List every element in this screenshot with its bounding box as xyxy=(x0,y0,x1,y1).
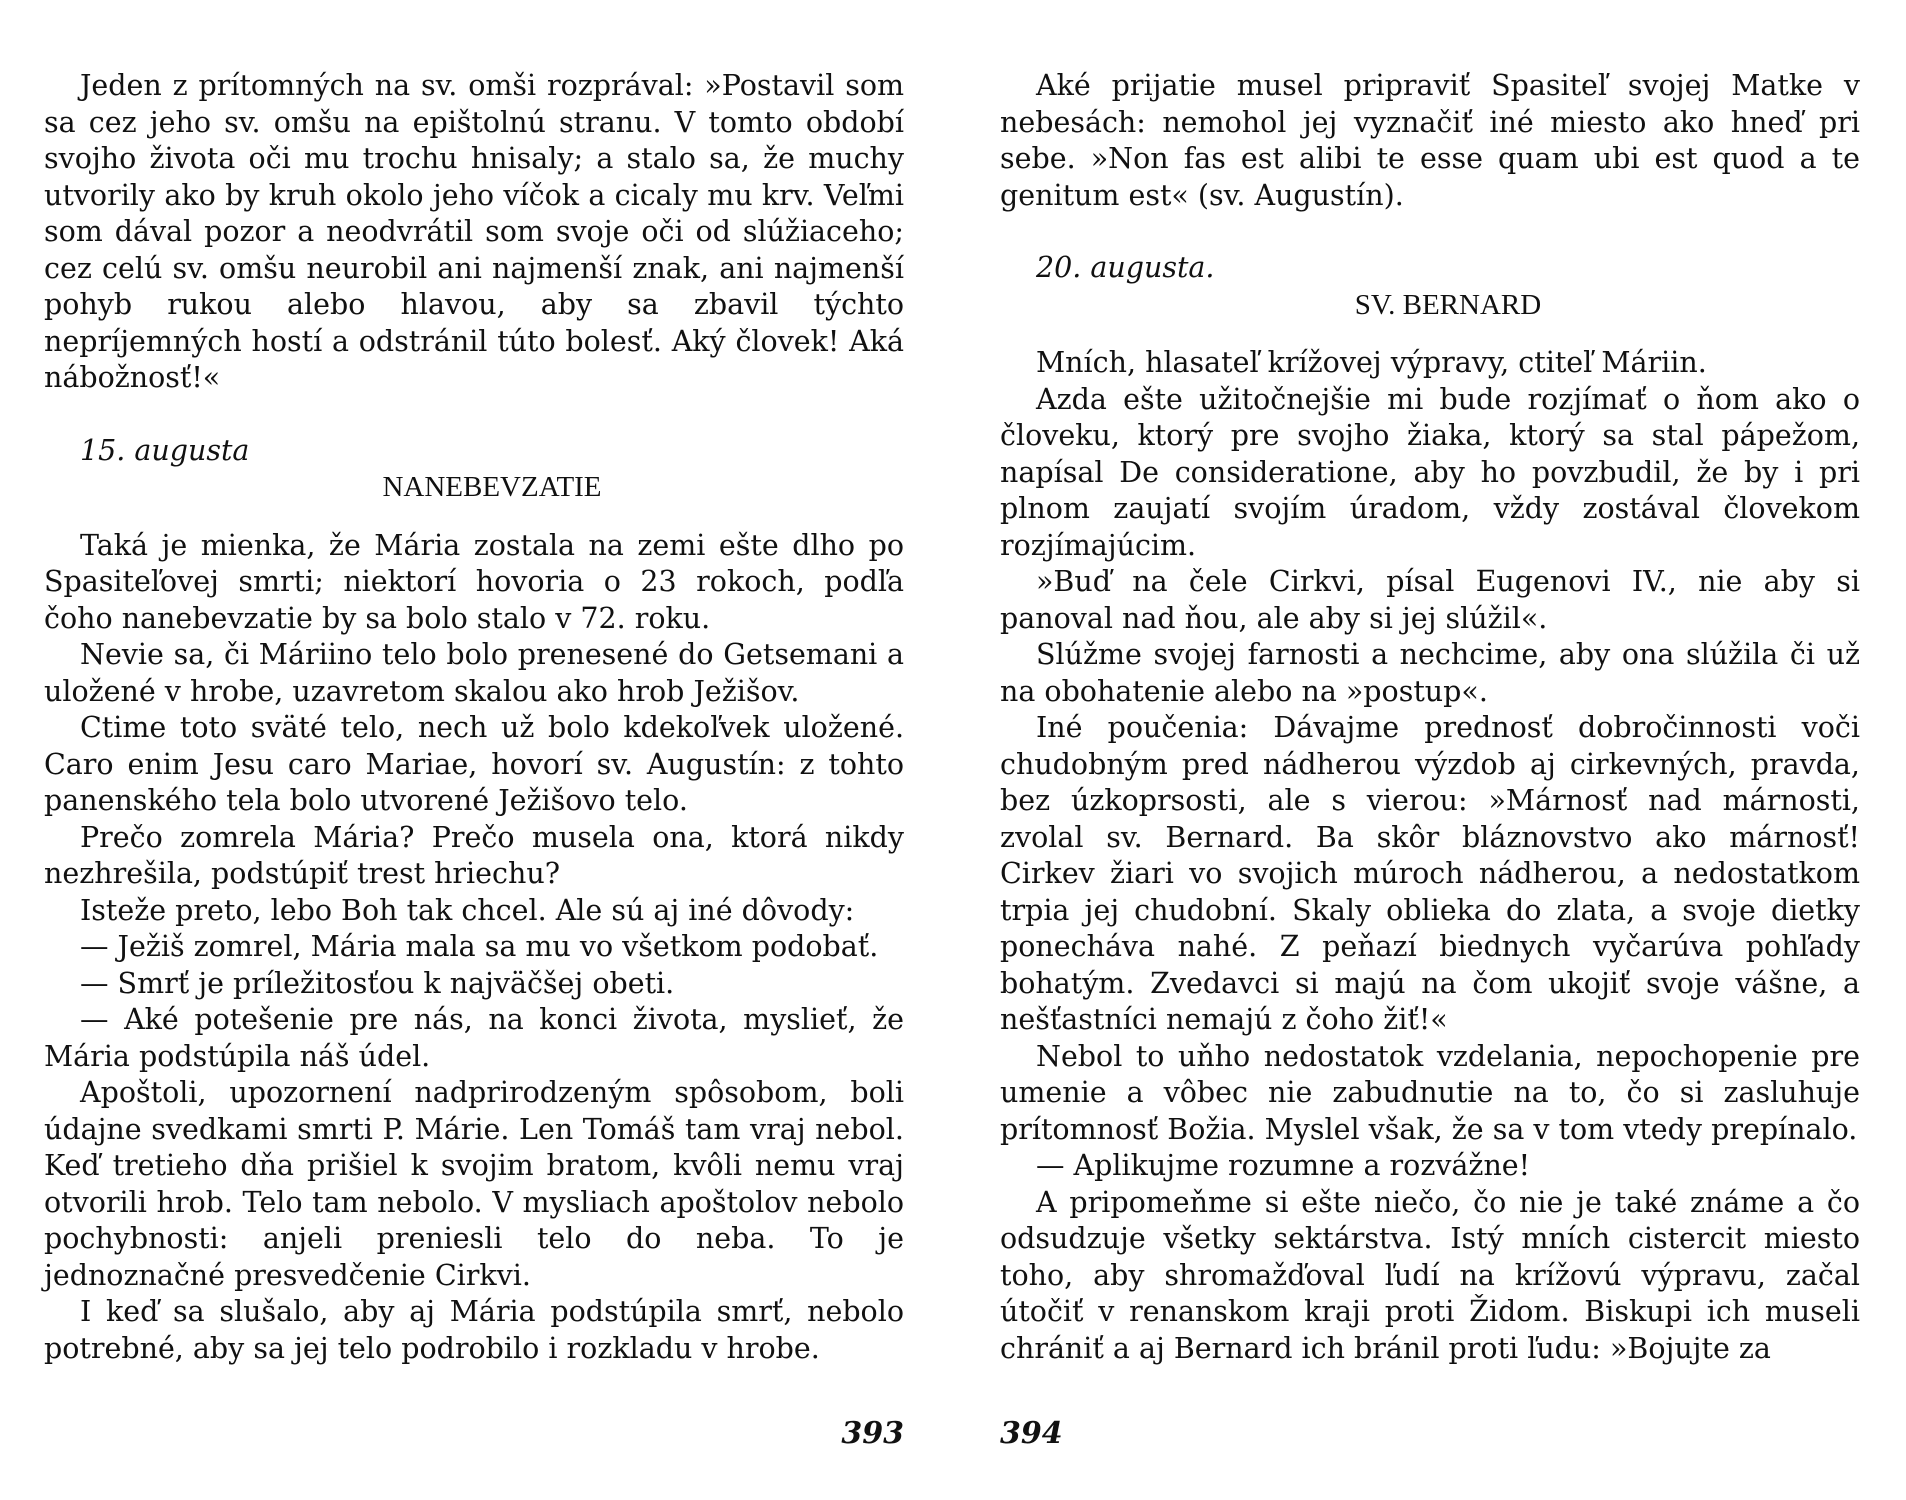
paragraph: — Smrť je príležitosťou k najväčšej obeti. xyxy=(80,966,675,1000)
section-heading: SV. BERNARD xyxy=(1354,288,1542,321)
paragraph: Jeden z prítomných na sv. omši rozprával: »Postavil som sa cez jeho sv. omšu na epištolnú stranu. V tomto období svojho života oči mu trochu hnisaly; a stalo sa, že muchy utvorily ako by kruh okolo jeho víčok a cicaly mu krv. Veľmi som dával pozor a neodvrátil som svoje oči od slúžiaceho; cez celú sv. omšu neurobil ani najmenší znak, ani najmenší pohyb rukou alebo hlavou, aby sa zbavil týchto nepríjemných hostí a odstránil túto bolesť. Aký človek! Aká nábožnosť!« xyxy=(44,69,904,394)
section-date: 15. augusta xyxy=(80,433,250,467)
right-page xyxy=(1000,0,1860,1500)
paragraph: Prečo zomrela Mária? Prečo musela ona, ktorá nikdy nezhrešila, podstúpiť trest hriechu? xyxy=(44,820,904,890)
paragraph: I keď sa slušalo, aby aj Mária podstúpila smrť, nebolo potrebné, aby sa jej telo podrobilo i rozkladu v hrobe. xyxy=(44,1295,904,1365)
left-page-text xyxy=(44,68,904,1367)
paragraph: Ctime toto sväté telo, nech už bolo kdekoľvek uložené. Caro enim Jesu caro Mariae, hovorí sv. Augustín: z tohto panenského tela bolo utvorené Ježišovo telo. xyxy=(44,711,904,817)
paragraph: Slúžme svojej farnosti a nechcime, aby ona slúžila či už na obohatenie alebo na »postup«. xyxy=(1000,638,1860,708)
paragraph: Aké prijatie musel pripraviť Spasiteľ svojej Matke v nebesách: nemohol jej vyznačiť iné miesto ako hneď pri sebe. »Non fas est alibi te esse quam ubi est quod a te genitum est« (sv. Augustín). xyxy=(1000,69,1860,212)
right-page-text xyxy=(1000,68,1860,1367)
paragraph: Iné poučenia: Dávajme prednosť dobročinnosti voči chudobným pred nádherou výzdob aj cirkevných, pravda, bez úzkoprsosti, ale s vierou: »Márnosť nad márnosti, zvolal sv. Bernard. Ba skôr bláznovstvo ako márnosť! Cirkev žiari vo svojich múroch nádherou, a nedostatkom trpia jej chudobní. Skaly oblieka do zlata, a svoje dietky ponecháva nahé. Z peňazí biednych vyčarúva pohľady bohatým. Zvedavci si majú na čom ukojiť svoje vášne, a nešťastníci nemajú z čoho žiť!« xyxy=(1000,711,1860,1036)
page-number: 394 xyxy=(1000,1416,1063,1451)
page-number: 393 xyxy=(841,1416,904,1451)
paragraph: Apoštoli, upozornení nadprirodzeným spôsobom, boli údajne svedkami smrti P. Márie. Len Tomáš tam vraj nebol. Keď tretieho dňa prišiel k svojim bratom, kvôli nemu vraj otvorili hrob. Telo tam nebolo. V mysliach apoštolov nebolo pochybnosti: anjeli preniesli telo do neba. To je jednoznačné presvedčenie Cirkvi. xyxy=(44,1076,904,1292)
paragraph: A pripomeňme si ešte niečo, čo nie je také známe a čo odsudzuje všetky sektárstva. Istý mních cistercit miesto toho, aby shromažďoval ľudí na krížovú výpravu, začal útočiť v renanskom kraji proti Židom. Biskupi ich museli chrániť a aj Bernard ich bránil proti ľudu: »Bojujte za xyxy=(1000,1185,1860,1365)
paragraph: — Aplikujme rozumne a rozvážne! xyxy=(1036,1149,1531,1182)
paragraph: »Buď na čele Cirkvi, písal Eugenovi IV., nie aby si panoval nad ňou, ale aby si jej slúžil«. xyxy=(1000,565,1860,635)
paragraph: Azda ešte užitočnejšie mi bude rozjímať o ňom ako o človeku, ktorý pre svojho žiaka, ktorý sa stal pápežom, napísal De consideratione, aby ho povzbudil, že by i pri plnom zaujatí svojím úradom, vždy zostával človekom rozjímajúcim. xyxy=(1000,382,1860,562)
section-date: 20. augusta. xyxy=(1036,251,1215,284)
paragraph: Nevie sa, či Máriino telo bolo prenesené do Getsemani a uložené v hrobe, uzavretom skalou ako hrob Ježišov. xyxy=(44,638,904,708)
section-heading: NANEBEVZATIE xyxy=(382,471,602,503)
paragraph: Isteže preto, lebo Boh tak chcel. Ale sú aj iné dôvody: xyxy=(80,893,855,927)
paragraph: — Aké potešenie pre nás, na konci života, myslieť, že Mária podstúpila náš údel. xyxy=(44,1003,904,1073)
paragraph: Mních, hlasateľ krížovej výpravy, ctiteľ Máriin. xyxy=(1036,346,1707,379)
left-page xyxy=(44,0,904,1500)
paragraph: Nebol to uňho nedostatok vzdelania, nepochopenie pre umenie a vôbec nie zabudnutie na to, čo si zasluhuje prítomnosť Božia. Myslel však, že sa v tom vtedy prepínalo. xyxy=(1000,1039,1860,1146)
paragraph: Taká je mienka, že Mária zostala na zemi ešte dlho po Spasiteľovej smrti; niektorí hovoria o 23 rokoch, podľa čoho nanebevzatie by sa bolo stalo v 72. roku. xyxy=(44,528,904,635)
paragraph: — Ježiš zomrel, Mária mala sa mu vo všetkom podobať. xyxy=(80,930,879,963)
